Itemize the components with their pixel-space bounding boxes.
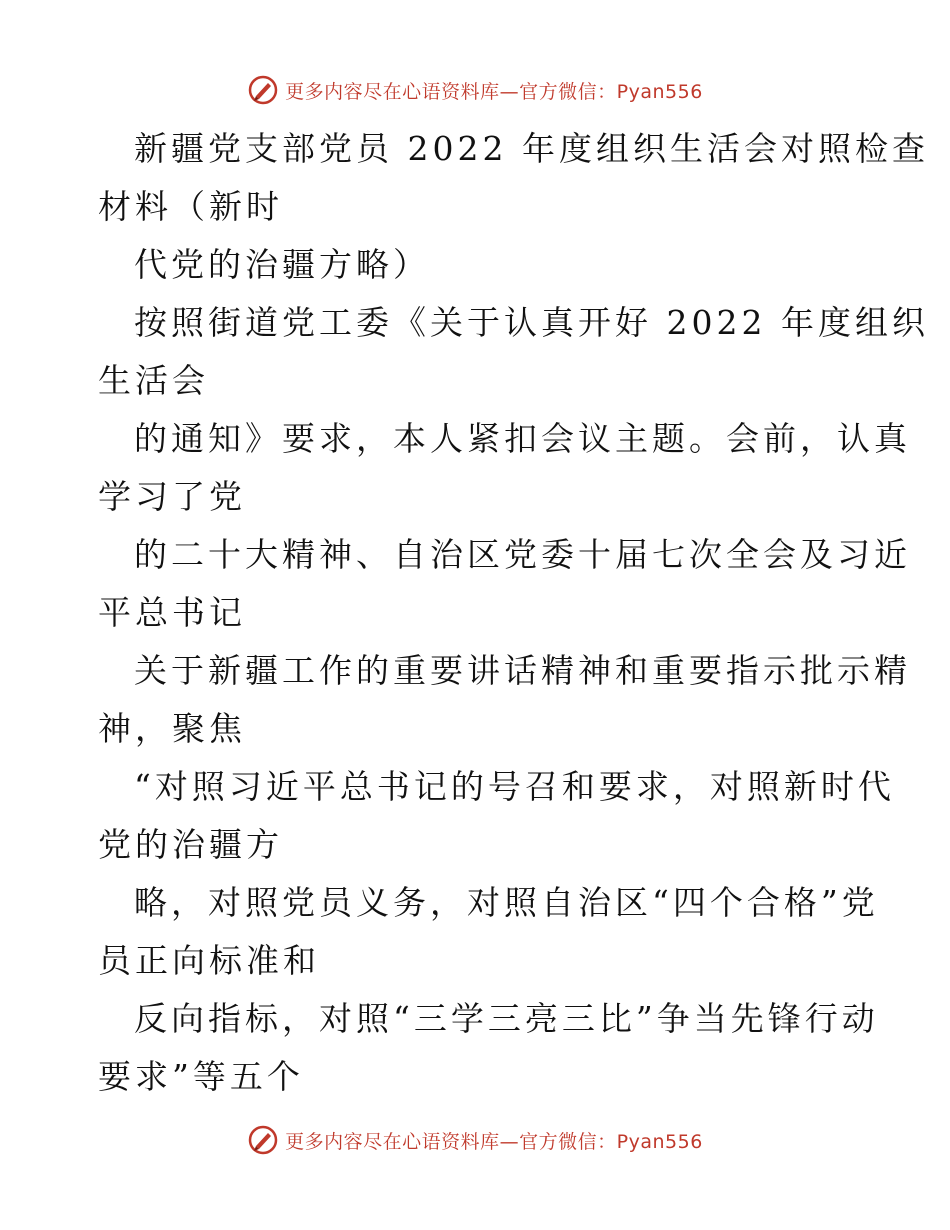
watermark-footer	[0, 1120, 950, 1160]
pen-logo-icon	[247, 74, 279, 106]
text-line: “对照习近平总书记的号召和要求，对照新时代	[134, 767, 895, 806]
text-line: 要求”等五个	[98, 1057, 304, 1096]
text-line: 的二十大精神、自治区党委十届七次全会及习近	[134, 535, 911, 574]
text-line: 学习了党	[98, 477, 246, 516]
text-line: 党的治疆方	[98, 825, 283, 864]
text-line: 材料（新时	[98, 187, 283, 226]
text-line: 代党的治疆方略）	[134, 245, 430, 284]
text-line: 关于新疆工作的重要讲话精神和重要指示批示精	[134, 651, 911, 690]
text-line: 生活会	[98, 361, 209, 400]
document-body	[98, 120, 929, 1106]
text-line: 新疆党支部党员 2022 年度组织生活会对照检查	[134, 129, 929, 168]
text-line: 略，对照党员义务，对照自治区“四个合格”党	[134, 883, 879, 922]
watermark-text: 更多内容尽在心语资料库—官方微信：Pyan556	[285, 80, 703, 103]
pen-logo-icon	[247, 1124, 279, 1156]
text-line: 按照街道党工委《关于认真开好 2022 年度组织	[134, 303, 929, 342]
text-line: 神，聚焦	[98, 709, 246, 748]
text-line: 平总书记	[98, 593, 246, 632]
text-line: 员正向标准和	[98, 941, 320, 980]
text-line: 的通知》要求，本人紧扣会议主题。会前，认真	[134, 419, 911, 458]
text-line: 反向指标，对照“三学三亮三比”争当先锋行动	[134, 999, 879, 1038]
watermark-header	[0, 70, 950, 110]
watermark-text: 更多内容尽在心语资料库—官方微信：Pyan556	[285, 1130, 703, 1153]
